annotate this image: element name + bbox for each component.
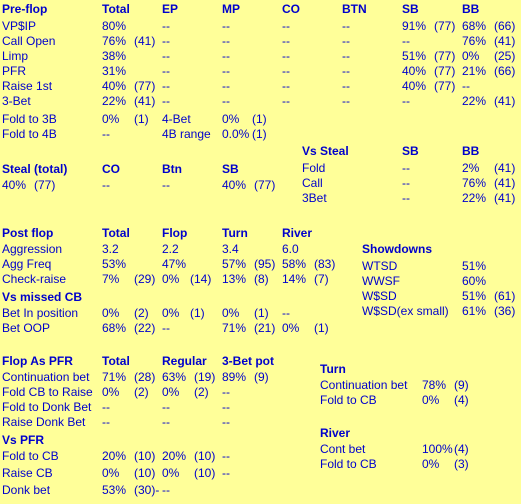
vs-steal-count: (41) xyxy=(494,176,516,190)
missed-cb-cell: 0% xyxy=(222,306,240,320)
postflop-cell: (7) xyxy=(314,272,329,286)
showdown-label: WTSD xyxy=(362,259,398,273)
vs-missed-cb-title: Vs missed CB xyxy=(2,290,83,304)
flop-pfr-cell: -- xyxy=(102,415,110,429)
preflop-cell: (41) xyxy=(134,94,156,108)
missed-cb-cell: -- xyxy=(282,306,290,320)
vs-pfr-cell: -- xyxy=(222,449,230,463)
missed-cb-cell: (1) xyxy=(190,306,205,320)
turn-label: Continuation bet xyxy=(320,378,408,392)
flop-pfr-header: Regular xyxy=(162,354,207,368)
four-bet-range-value: 0.0% xyxy=(222,127,250,141)
postflop-cell: 3.4 xyxy=(222,242,239,256)
vs-steal-header: SB xyxy=(402,144,419,158)
postflop-cell: (83) xyxy=(314,257,336,271)
steal-header: Btn xyxy=(162,162,182,176)
preflop-cell: -- xyxy=(162,94,170,108)
postflop-header: Total xyxy=(102,226,130,240)
preflop-cell: -- xyxy=(342,79,350,93)
preflop-cell: -- xyxy=(402,94,410,108)
preflop-cell: -- xyxy=(402,34,410,48)
flop-pfr-header: Flop As PFR xyxy=(2,354,73,368)
steal-header: CO xyxy=(102,162,120,176)
flop-pfr-header: 3-Bet pot xyxy=(222,354,274,368)
preflop-header: MP xyxy=(222,2,240,16)
missed-cb-cell: (2) xyxy=(134,306,149,320)
postflop-header: River xyxy=(282,226,313,240)
postflop-label: Aggression xyxy=(2,242,63,256)
river-count: (3) xyxy=(454,457,469,471)
showdown-label: W$SD(ex small) xyxy=(362,304,449,318)
vs-steal-sb: -- xyxy=(402,191,410,205)
vs-steal-bb: 2% xyxy=(462,161,480,175)
vs-steal-label: Call xyxy=(302,176,323,190)
postflop-cell: (29) xyxy=(134,272,156,286)
preflop-header: BB xyxy=(462,2,480,16)
preflop-cell: 80% xyxy=(102,19,127,33)
postflop-cell: 57% xyxy=(222,257,247,271)
preflop-cell: -- xyxy=(462,79,470,93)
preflop-cell: -- xyxy=(342,19,350,33)
preflop-header: EP xyxy=(162,2,179,16)
four-bet-label: 4-Bet xyxy=(162,112,191,126)
flop-pfr-cell: 0% xyxy=(102,385,120,399)
vs-pfr-cell: 0% xyxy=(102,466,120,480)
preflop-cell: (41) xyxy=(494,94,516,108)
flop-pfr-header: Total xyxy=(102,354,130,368)
four-bet-count: (1) xyxy=(252,112,267,126)
fold-to-4b-value: -- xyxy=(102,127,110,141)
turn-count: (9) xyxy=(454,378,469,392)
vs-pfr-cell: 53% xyxy=(102,483,127,497)
preflop-header: CO xyxy=(282,2,300,16)
vs-pfr-cell: (10) xyxy=(134,466,156,480)
preflop-cell: -- xyxy=(222,79,230,93)
flop-pfr-cell: -- xyxy=(222,415,230,429)
showdown-value: 51% xyxy=(462,259,487,273)
postflop-cell: 58% xyxy=(282,257,307,271)
preflop-cell: -- xyxy=(222,49,230,63)
preflop-cell: 68% xyxy=(462,19,487,33)
postflop-cell: 3.2 xyxy=(102,242,119,256)
flop-pfr-cell: 71% xyxy=(102,370,127,384)
preflop-cell: (66) xyxy=(494,19,516,33)
preflop-cell: -- xyxy=(282,19,290,33)
preflop-cell: (77) xyxy=(434,49,456,63)
preflop-cell: -- xyxy=(162,79,170,93)
flop-pfr-label: Raise Donk Bet xyxy=(2,415,86,429)
missed-cb-cell: (1) xyxy=(254,306,269,320)
preflop-cell: 21% xyxy=(462,64,487,78)
postflop-cell: (95) xyxy=(254,257,276,271)
flop-pfr-label: Continuation bet xyxy=(2,370,90,384)
vs-steal-label: 3Bet xyxy=(302,191,327,205)
river-label: Cont bet xyxy=(320,442,366,456)
postflop-cell: 2.2 xyxy=(162,242,179,256)
preflop-cell: (25) xyxy=(494,49,516,63)
vs-steal-count: (41) xyxy=(494,191,516,205)
fold-to-4b-label: Fold to 4B xyxy=(2,127,57,141)
steal-value: (77) xyxy=(254,178,276,192)
turn-label: Fold to CB xyxy=(320,393,377,407)
preflop-cell: -- xyxy=(342,64,350,78)
preflop-cell: -- xyxy=(282,64,290,78)
preflop-row-label: 3-Bet xyxy=(2,94,31,108)
preflop-header: Total xyxy=(102,2,130,16)
showdown-value: 51% xyxy=(462,289,487,303)
preflop-row-label: VP$IP xyxy=(2,19,37,33)
preflop-cell: (77) xyxy=(434,64,456,78)
preflop-cell: -- xyxy=(222,19,230,33)
preflop-cell: -- xyxy=(162,64,170,78)
turn-count: (4) xyxy=(454,393,469,407)
preflop-cell: -- xyxy=(282,79,290,93)
flop-pfr-cell: -- xyxy=(162,400,170,414)
vs-pfr-title: Vs PFR xyxy=(2,433,45,447)
vs-pfr-label: Fold to CB xyxy=(2,449,59,463)
postflop-header: Flop xyxy=(162,226,188,240)
vs-pfr-cell: -- xyxy=(162,483,170,497)
preflop-cell: 22% xyxy=(462,94,487,108)
preflop-cell: 40% xyxy=(102,79,127,93)
flop-pfr-cell: (2) xyxy=(194,385,209,399)
preflop-cell: -- xyxy=(342,34,350,48)
missed-cb-label: Bet OOP xyxy=(2,321,51,335)
vs-pfr-cell: -- xyxy=(222,466,230,480)
vs-steal-bb: 22% xyxy=(462,191,487,205)
preflop-row-label: Call Open xyxy=(2,34,56,48)
vs-steal-sb: -- xyxy=(402,161,410,175)
steal-header: Steal (total) xyxy=(2,162,68,176)
preflop-cell: (66) xyxy=(494,64,516,78)
missed-cb-cell: (1) xyxy=(314,321,329,335)
preflop-cell: (77) xyxy=(434,19,456,33)
preflop-cell: 40% xyxy=(402,64,427,78)
missed-cb-label: Bet In position xyxy=(2,306,79,320)
preflop-row-label: Raise 1st xyxy=(2,79,53,93)
preflop-cell: -- xyxy=(342,49,350,63)
missed-cb-cell: 0% xyxy=(102,306,120,320)
vs-pfr-cell: (10) xyxy=(194,449,216,463)
preflop-cell: -- xyxy=(282,34,290,48)
preflop-row-label: PFR xyxy=(2,64,26,78)
vs-steal-header: BB xyxy=(462,144,480,158)
steal-value: 40% xyxy=(222,178,247,192)
preflop-cell: (77) xyxy=(434,79,456,93)
steal-value: -- xyxy=(102,178,110,192)
showdowns-title: Showdowns xyxy=(362,242,432,256)
missed-cb-cell: 0% xyxy=(282,321,300,335)
vs-steal-bb: 76% xyxy=(462,176,487,190)
four-bet-value: 0% xyxy=(222,112,240,126)
flop-pfr-cell: (9) xyxy=(254,370,269,384)
river-value: 0% xyxy=(422,457,440,471)
postflop-cell: 0% xyxy=(162,272,180,286)
flop-pfr-cell: -- xyxy=(102,400,110,414)
postflop-cell: 7% xyxy=(102,272,120,286)
preflop-cell: -- xyxy=(222,34,230,48)
showdown-count: (61) xyxy=(494,289,516,303)
vs-steal-header: Vs Steal xyxy=(302,144,349,158)
preflop-header: Pre-flop xyxy=(2,2,48,16)
postflop-cell: 47% xyxy=(162,257,187,271)
flop-pfr-cell: (28) xyxy=(134,370,156,384)
vs-steal-label: Fold xyxy=(302,161,326,175)
preflop-cell: -- xyxy=(162,19,170,33)
preflop-cell: -- xyxy=(222,64,230,78)
preflop-cell: 31% xyxy=(102,64,127,78)
steal-value: 40% xyxy=(2,178,27,192)
preflop-header: BTN xyxy=(342,2,367,16)
river-value: 100% xyxy=(422,442,453,456)
flop-pfr-cell: (2) xyxy=(134,385,149,399)
preflop-header: SB xyxy=(402,2,419,16)
postflop-cell: (8) xyxy=(254,272,269,286)
vs-pfr-cell: (10) xyxy=(134,449,156,463)
preflop-cell: -- xyxy=(282,49,290,63)
flop-pfr-cell: 0% xyxy=(162,385,180,399)
four-bet-range-count: (1) xyxy=(252,127,267,141)
turn-title: Turn xyxy=(320,362,346,376)
postflop-header: Turn xyxy=(222,226,248,240)
preflop-row-label: Limp xyxy=(2,49,29,63)
preflop-cell: 91% xyxy=(402,19,427,33)
flop-pfr-cell: -- xyxy=(222,385,230,399)
river-label: Fold to CB xyxy=(320,457,377,471)
postflop-label: Agg Freq xyxy=(2,257,52,271)
vs-steal-sb: -- xyxy=(402,176,410,190)
river-count: (4) xyxy=(454,442,469,456)
showdown-label: W$SD xyxy=(362,289,397,303)
preflop-cell: 38% xyxy=(102,49,127,63)
flop-pfr-cell: 89% xyxy=(222,370,247,384)
showdown-value: 61% xyxy=(462,304,487,318)
vs-pfr-label: Raise CB xyxy=(2,466,53,480)
postflop-cell: 6.0 xyxy=(282,242,299,256)
missed-cb-cell: -- xyxy=(162,321,170,335)
preflop-cell: 76% xyxy=(462,34,487,48)
vs-pfr-cell: 20% xyxy=(102,449,127,463)
preflop-cell: 0% xyxy=(462,49,480,63)
vs-steal-count: (41) xyxy=(494,161,516,175)
missed-cb-cell: (21) xyxy=(254,321,276,335)
flop-pfr-cell: -- xyxy=(162,415,170,429)
showdown-count: (36) xyxy=(494,304,516,318)
postflop-label: Check-raise xyxy=(2,272,67,286)
vs-pfr-cell: (10) xyxy=(194,466,216,480)
flop-pfr-cell: 63% xyxy=(162,370,187,384)
turn-value: 78% xyxy=(422,378,447,392)
flop-pfr-cell: -- xyxy=(222,400,230,414)
preflop-cell: -- xyxy=(282,94,290,108)
showdown-label: WWSF xyxy=(362,274,400,288)
preflop-cell: (41) xyxy=(134,34,156,48)
fold-to-3b-count: (1) xyxy=(134,112,149,126)
vs-pfr-cell: 20% xyxy=(162,449,187,463)
preflop-cell: 76% xyxy=(102,34,127,48)
postflop-cell: 53% xyxy=(102,257,127,271)
preflop-cell: (77) xyxy=(134,79,156,93)
postflop-cell: (14) xyxy=(190,272,212,286)
flop-pfr-label: Fold CB to Raise xyxy=(2,385,93,399)
steal-value: (77) xyxy=(34,178,56,192)
missed-cb-cell: 71% xyxy=(222,321,247,335)
four-bet-range-label: 4B range xyxy=(162,127,211,141)
showdown-value: 60% xyxy=(462,274,487,288)
steal-header: SB xyxy=(222,162,239,176)
postflop-cell: 13% xyxy=(222,272,247,286)
preflop-cell: (41) xyxy=(494,34,516,48)
missed-cb-cell: (22) xyxy=(134,321,156,335)
vs-pfr-label: Donk bet xyxy=(2,483,51,497)
preflop-cell: -- xyxy=(222,94,230,108)
missed-cb-cell: 68% xyxy=(102,321,127,335)
preflop-cell: 22% xyxy=(102,94,127,108)
fold-to-3b-value: 0% xyxy=(102,112,120,126)
fold-to-3b-label: Fold to 3B xyxy=(2,112,57,126)
flop-pfr-label: Fold to Donk Bet xyxy=(2,400,92,414)
vs-pfr-cell: (30)- xyxy=(134,483,160,497)
preflop-cell: -- xyxy=(342,94,350,108)
river-title: River xyxy=(320,426,351,440)
postflop-cell: 14% xyxy=(282,272,307,286)
preflop-cell: -- xyxy=(162,34,170,48)
missed-cb-cell: 0% xyxy=(162,306,180,320)
preflop-cell: 51% xyxy=(402,49,427,63)
turn-value: 0% xyxy=(422,393,440,407)
vs-pfr-cell: 0% xyxy=(162,466,180,480)
flop-pfr-cell: (19) xyxy=(194,370,216,384)
steal-value: -- xyxy=(162,178,170,192)
preflop-cell: 40% xyxy=(402,79,427,93)
postflop-header: Post flop xyxy=(2,226,54,240)
preflop-cell: -- xyxy=(162,49,170,63)
